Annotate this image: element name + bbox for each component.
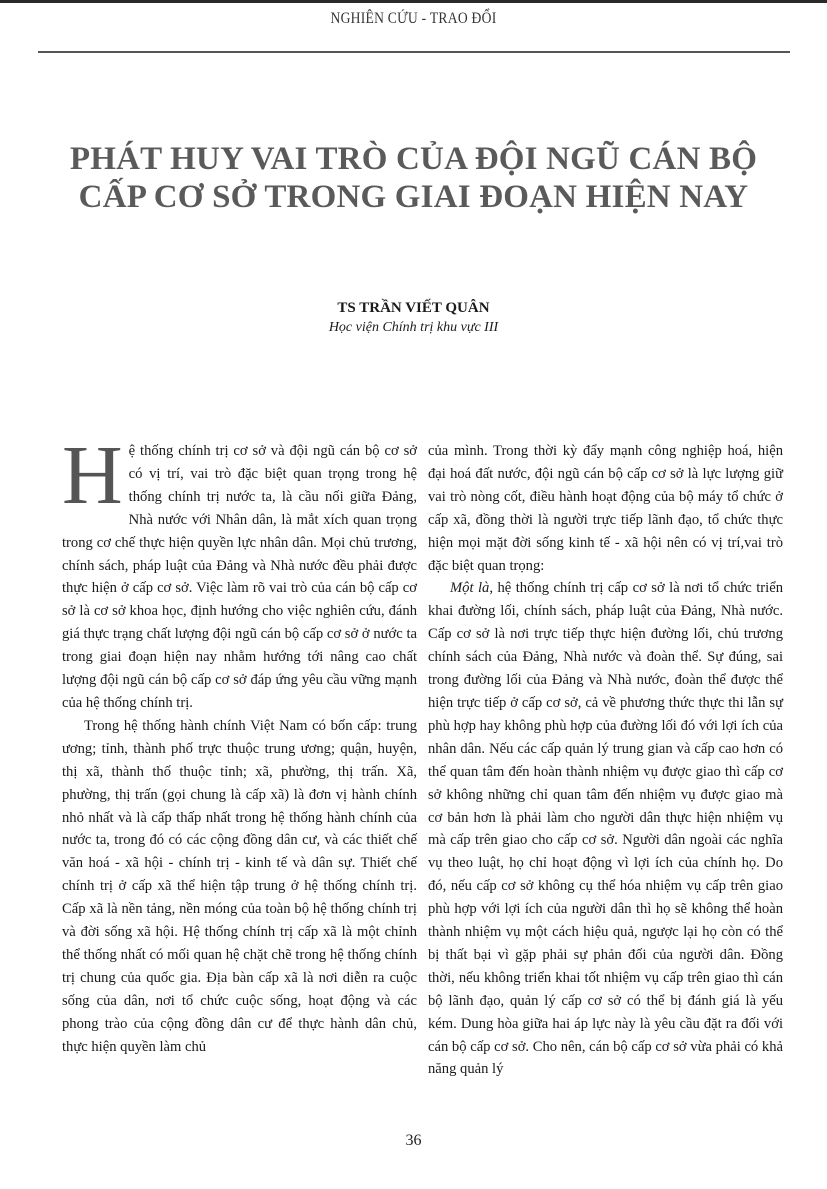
author-name: TS TRẦN VIẾT QUÂN <box>337 300 490 316</box>
paragraph <box>428 577 783 1081</box>
paragraph-text: hệ thống chính trị cấp cơ sở là nơi tổ chức triển khai đường lối, chính sách, pháp luật của Đảng, Nhà nước. Cấp cơ sở là nơi trực tiếp thực hiện đường lối, chủ trương chính sách của Đảng, Nhà nước và đoàn thể. Sự đúng, sai trong đường lối của Đảng và Nhà nước, đoàn thể được thể hiện trực tiếp ở cấp cơ sở, cả về phương thức thực thi lẫn sự phù hợp hay không phù hợp của đường lối đó với lợi ích của nhân dân. Nếu các cấp quản lý trung gian và cấp cao hơn có thể quan tâm đến hoàn thành nhiệm vụ được giao thì cấp cơ sở không những chỉ quan tâm đến nhiệm vụ được giao mà cơ bản hơn là phải làm cho người dân thực hiện nhiệm vụ mà cấp trên giao cho cấp cơ sở. Người dân ngoài các nghĩa vụ theo luật, họ chỉ hoạt động vì lợi ích của chính họ. Do đó, nếu cấp cơ sở không cụ thể hóa nhiệm vụ cấp trên giao phù hợp với lợi ích của người dân thì họ sẽ không thể hoàn thành nhiệm vụ một cách hiệu quả, ngược lại họ còn có thể bị thất bại vì gặp phải sự phản đối của người dân. Đồng thời, nếu không triển khai tốt nhiệm vụ cấp trên giao thì cán bộ lãnh đạo, quản lý cấp cơ sở có thể bị đánh giá là yếu kém. Dung hòa giữa hai áp lực này là yêu cầu đặt ra đối với cán bộ cấp cơ sở. Cho nên, cán bộ cấp cơ sở vừa phải có khả năng quản lý <box>428 580 783 1078</box>
drop-cap: H <box>62 429 123 522</box>
page-top-edge <box>0 0 827 3</box>
title-line-2: CẤP CƠ SỞ TRONG GIAI ĐOẠN HIỆN NAY <box>78 179 749 215</box>
page-number: 36 <box>405 1132 422 1149</box>
article-title <box>0 140 827 216</box>
paragraph <box>62 429 417 715</box>
paragraph: Trong hệ thống hành chính Việt Nam có bốn cấp: trung ương; tỉnh, thành phố trực thuộc trung ương; quận, huyện, thị xã, thành thố thuộc tỉnh; xã, phường, thị trấn. Xã, phường, thị trấn (gọi chung là cấp xã) là đơn vị hành chính nhỏ nhất và là cấp thấp nhất trong hệ thống hành chính của nước ta, trong đó có các cộng đồng dân cư, và các thiết chế văn hoá - xã hội - chính trị - kinh tế và dân sự. Thiết chế chính trị ở cấp xã thể hiện tập trung ở hệ thống chính trị. Cấp xã là nền tảng, nền móng của toàn bộ hệ thống chính trị và đời sống xã hội. Hệ thống chính trị cấp xã là một chỉnh thể thống nhất có mối quan hệ chặt chẽ trong hệ thống chính trị chung của quốc gia. Địa bàn cấp xã là nơi diễn ra cuộc sống của dân, nơi tổ chức cuộc sống, hoạt động và các phong trào của cộng đồng dân cư để thực hành dân chủ, thực hiện quyền làm chủ <box>62 717 417 1055</box>
enumeration-lead: Một là, <box>450 580 493 597</box>
body-column-left <box>62 429 417 1058</box>
body-column-right <box>428 440 783 1081</box>
paragraph-text: ệ thống chính trị cơ sở và đội ngũ cán bộ cơ sở có vị trí, vai trò đặc biệt quan trọng trong hệ thống chính trị nước ta, là cầu nối giữa Đảng, Nhà nước với Nhân dân, là mắt xích quan trọng trong cơ chế thực hiện quyền lực nhân dân. Mọi chủ trương, chính sách, pháp luật của Đảng và Nhà nước đều phải được thực hiện ở cấp cơ sở. Việc làm rõ vai trò của cán bộ cấp cơ sở là cơ sở khoa học, định hướng cho việc nghiên cứu, đánh giá thực trạng chất lượng đội ngũ cán bộ cấp cơ sở ở nước ta trong giai đoạn hiện nay nhằm hướng tới nâng cao chất lượng đội ngũ cán bộ cấp cơ sở đáp ứng yêu cầu vững mạnh của hệ thống chính trị. <box>62 443 417 711</box>
author-affiliation: Học viện Chính trị khu vực III <box>328 320 499 335</box>
paragraph: của mình. Trong thời kỳ đẩy mạnh công nghiệp hoá, hiện đại hoá đất nước, đội ngũ cán bộ cấp cơ sở là lực lượng giữ vai trò nòng cốt, điều hành hoạt động của bộ máy tổ chức ở cấp xã, đồng thời là người trực tiếp lãnh đạo, tổ chức thực hiện mọi mặt đời sống kinh tế - xã hội nên có vị trí,vai trò đặc biệt quan trọng: <box>428 443 783 574</box>
header-rule <box>38 51 790 53</box>
running-head: NGHIÊN CỨU - TRAO ĐỔI <box>330 10 497 27</box>
title-line-1: PHÁT HUY VAI TRÒ CỦA ĐỘI NGŨ CÁN BỘ <box>69 141 758 177</box>
